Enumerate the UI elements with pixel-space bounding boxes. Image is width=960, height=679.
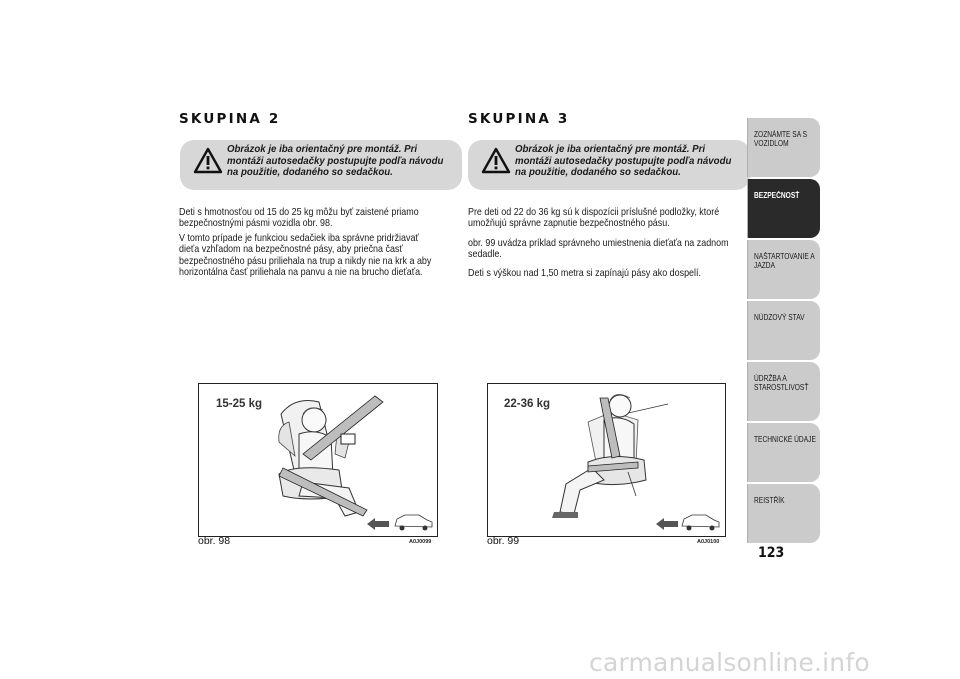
right-paragraph-3: Deti s výškou nad 1,50 metra si zapínajú pásy ako dospelí. (468, 268, 701, 279)
tab-label: ÚDRŽBA A STAROSTLIVOSŤ (754, 374, 809, 392)
figure-98 (198, 383, 438, 537)
tab-label: REISTŘÍK (754, 496, 785, 505)
warning-triangle-icon (481, 147, 511, 174)
right-warning-text: Obrázok je iba orientačný pre montáž. Pri montáži autosedačky postupujte podľa návodu na použitie, dodaného so sedačkou. (515, 143, 732, 178)
tab-zoznamte-sa[interactable] (747, 118, 820, 177)
right-warning-box (468, 140, 750, 190)
left-paragraph-2: V tomto prípade je funkciou sedačiek iba správne pridržiavať dieťa vzhľadom na bezpečnostné pásy, aby priečna časť bezpečnostného pásu priliehala na trup a nikdy nie na krk a aby horizontálna časť priliehala na panvu a nie na brucho dieťaťa. (179, 233, 432, 279)
warning-triangle-icon (193, 147, 223, 174)
tab-technicke-udaje[interactable] (747, 423, 820, 482)
figure-99 (487, 383, 726, 537)
figure-98-caption: obr. 98 (198, 535, 231, 547)
direction-arrow-icon (656, 518, 678, 530)
tab-label: BEZPEČNOSŤ (754, 191, 800, 200)
tab-label: NÚDZOVÝ STAV (754, 313, 805, 322)
direction-arrow-icon (367, 518, 389, 530)
tab-label: ZOZNÁMTE SA S VOZIDLOM (754, 130, 808, 148)
tab-udrzba[interactable] (747, 362, 820, 421)
tab-label: NAŠTARTOVANIE A JAZDA (754, 252, 815, 270)
left-paragraph-1: Deti s hmotnosťou od 15 do 25 kg môžu byť zaistené priamo bezpečnostnými pásmi vozidla obr. 98. (179, 207, 419, 230)
right-heading: SKUPINA 3 (468, 111, 570, 127)
figure-99-code: A0J0100 (697, 539, 720, 545)
figure-98-code: A0J0099 (409, 539, 432, 545)
car-icon (395, 515, 432, 531)
tab-bezpecnost[interactable] (747, 179, 820, 238)
tab-label: TECHNICKÉ ÚDAJE (754, 435, 816, 444)
figure-99-weight-label: 22-36 kg (504, 398, 551, 410)
watermark: carmanualsonline.info (589, 648, 870, 677)
figure-98-weight-label: 15-25 kg (216, 398, 263, 410)
right-paragraph-2: obr. 99 uvádza príklad správneho umiestnenia dieťaťa na zadnom sedadle. (468, 238, 729, 261)
tab-nudzovy-stav[interactable] (747, 301, 820, 360)
page-number: 123 (758, 545, 785, 561)
left-heading: SKUPINA 2 (179, 111, 281, 127)
tab-nastartovanie[interactable] (747, 240, 820, 299)
right-paragraph-1: Pre deti od 22 do 36 kg sú k dispozícii príslušné podložky, ktoré umožňujú správne zapnutie bezpečnostného pásu. (468, 207, 720, 230)
left-warning-text: Obrázok je iba orientačný pre montáž. Pri montáži autosedačky postupujte podľa návodu na použitie, dodaného so sedačkou. (227, 143, 444, 178)
left-warning-box (180, 140, 462, 190)
car-icon (682, 515, 719, 531)
tab-register[interactable] (747, 484, 820, 543)
figure-99-caption: obr. 99 (487, 535, 520, 547)
